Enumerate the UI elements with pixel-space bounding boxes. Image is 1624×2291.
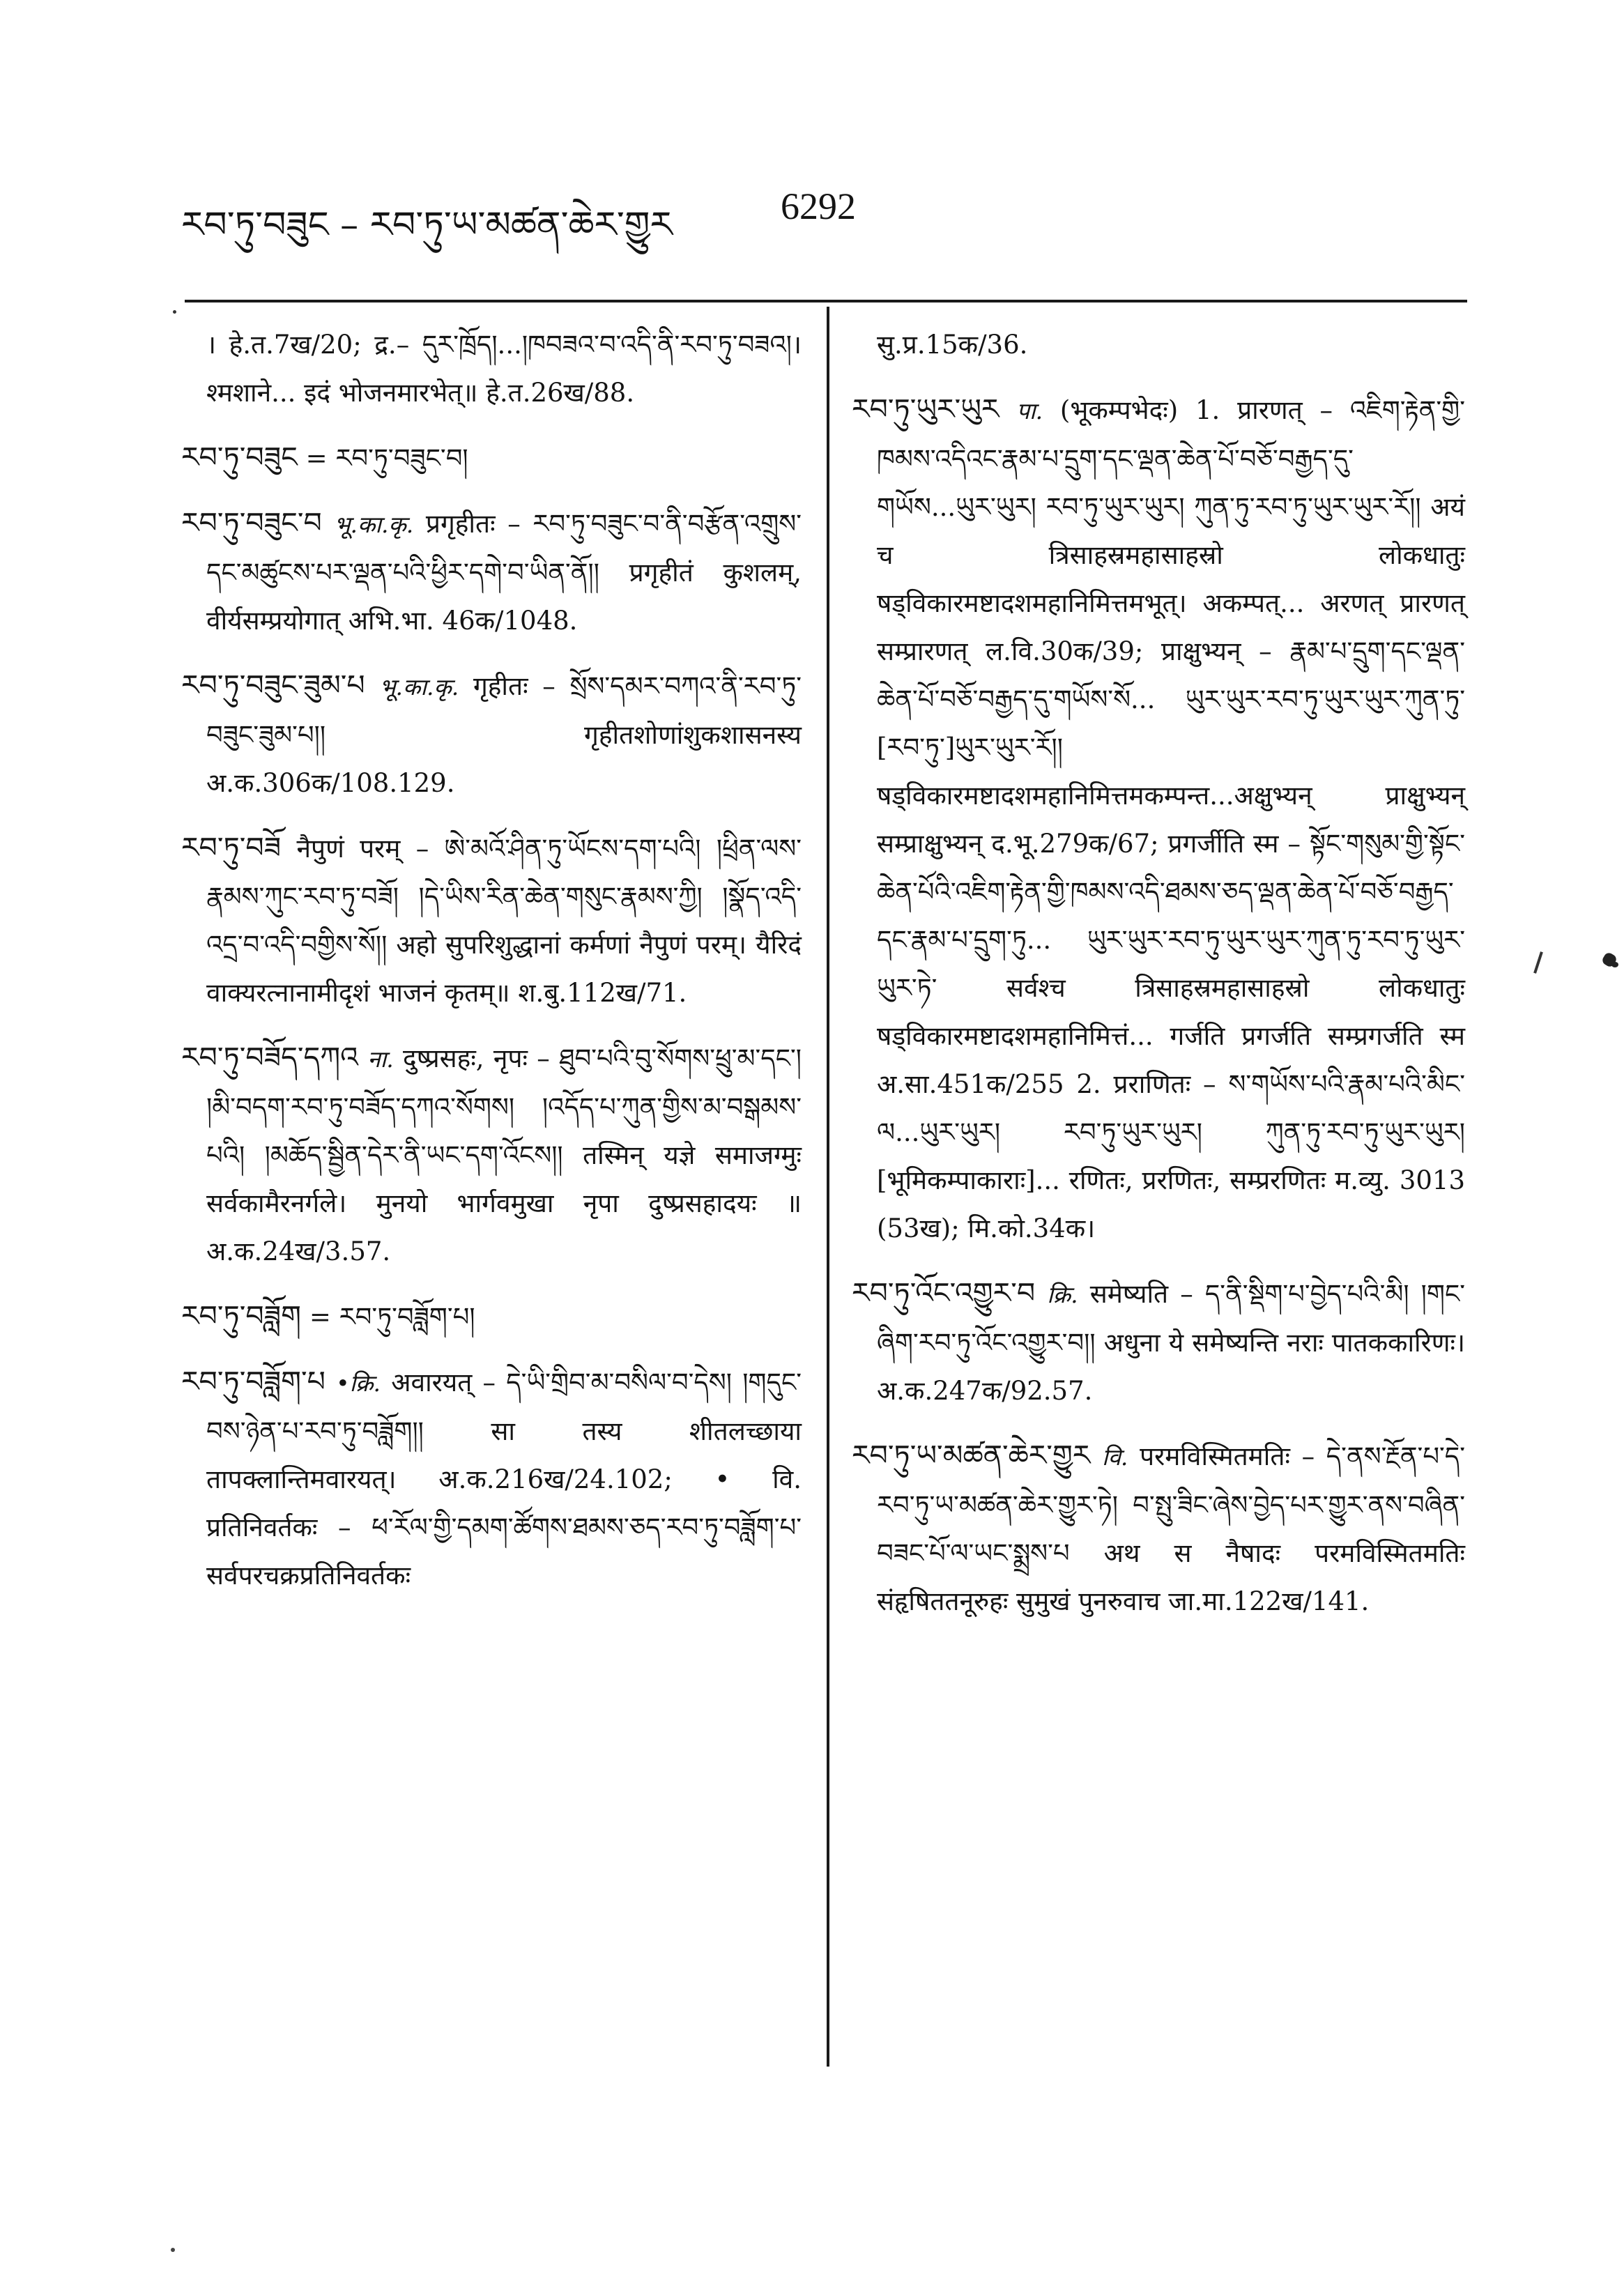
entry-body: परमविस्मितमतिः – དེ་ནས་རྔོན་པ་དེ་རབ་ཏུ་ཡ་མཚན་ཆེར་གྱུར་ཏེ། བ་སྤུ་ཟིང་ཞེས་བྱེད་པར་གྱུར་ནས་བཞིན་བཟང་པོ་ལ་ཡང་སྨྲས་པ अथ स नैषादः परमविस्मितमतिः संहृषिततनूरुहः सुमुखं पुनरुवाच जा.मा.122ख/141.	[877, 1441, 1465, 1616]
grammar-label: वि.	[1102, 1443, 1128, 1471]
headword: རབ་ཏུ་ཡ་མཚན་ཆེར་གྱུར	[852, 1439, 1091, 1472]
headword: རབ་ཏུ་འོང་འགྱུར་བ	[852, 1276, 1036, 1310]
dictionary-entry	[181, 499, 802, 645]
entry-text: । हे.त.7ख/20; द्र.– དུར་ཁྲོད།...།ཁབཟའ་བ་འདི་ནི་རབ་ཏུ་བཟའ།। श्मशाने... इदं भोजनमारभेत्॥ हे.त.26ख/88.	[206, 330, 802, 408]
ink-blot	[1611, 962, 1618, 967]
grammar-label: •क्रि.	[336, 1370, 381, 1397]
headword: རབ་ཏུ་ཡུར་ཡུར	[852, 392, 999, 426]
entry-body: = རབ་ཏུ་བཟུང་བ།	[305, 443, 468, 473]
headword: རབ་ཏུ་བཟོ	[181, 831, 282, 864]
rule-speck	[173, 310, 176, 314]
page-number: 6292	[781, 185, 856, 227]
column-divider	[827, 307, 829, 2067]
dictionary-entry	[181, 661, 802, 807]
headword: རབ་ཏུ་བཟོད་དཀའ	[181, 1041, 358, 1074]
right-column	[852, 321, 1465, 1642]
dictionary-entry	[181, 824, 802, 1017]
entry-body: दुष्प्रसहः, नृपः – ཐུབ་པའི་བུ་སོགས་ཕྲུ་མ་དང་། །མི་བདག་རབ་ཏུ་བཟོད་དཀའ་སོགས། །འདོད་པ་ཀུན་གྱིས་མ་བསྒམས་པའི། །མཆོད་སྦྱིན་དེར་ནི་ཡང་དག་འོངས།། तस्मिन् यज्ञे समाजग्मुः सर्वकामैरनर्गले। मुनयो भार्गवमुखा नृपा दुष्प्रसहादयः ॥ अ.क.24ख/3.57.	[206, 1043, 802, 1266]
continued-entry	[181, 321, 802, 417]
scan-speck	[171, 2248, 175, 2252]
grammar-label: ना.	[367, 1045, 394, 1073]
entry-body: = རབ་ཏུ་བཟློག་པ།	[309, 1302, 475, 1332]
headword: རབ་ཏུ་བཟུང་བ	[181, 506, 322, 539]
grammar-label: भू.का.कृ.	[334, 511, 414, 538]
headword: རབ་ཏུ་བཟློག	[181, 1299, 302, 1333]
scan-mark	[1533, 951, 1543, 974]
left-column	[181, 321, 802, 1616]
entry-body: प्रगृहीतः – རབ་ཏུ་བཟུང་བ་ནི་བརྩོན་འགྲུས་དང་མཚུངས་པར་ལྡན་པའི་ཕྱིར་དགེ་བ་ཡིན་ནོ།། प्रगृहीतं कुशलम्, वीर्यसम्प्रयोगात् अभि.भा. 46क/1048.	[206, 509, 802, 636]
dictionary-entry	[181, 1358, 802, 1600]
continued-entry	[852, 321, 1465, 369]
running-header	[181, 178, 1464, 261]
dictionary-entry	[852, 1432, 1465, 1625]
headword: རབ་ཏུ་བཟློག་པ	[181, 1365, 325, 1398]
entry-body: नैपुणं परम् – ཨེ་མའོ་ཤིན་ཏུ་ཡོངས་དག་པའི། །ཕྲིན་ལས་རྣམས་ཀུང་རབ་ཏུ་བཟོ། །དེ་ཡིས་རིན་ཆེན་གསུང་རྣམས་ཀྱི། །སྣོད་འདི་འདྲ་བ་འདི་བགྱིས་སོ།། अहो सुपरिशुद्धानां कर्मणां नैपुणं परम्। यैरिदं वाक्यरत्नानामीदृशं भाजनं कृतम्॥ श.बु.112ख/71.	[206, 834, 802, 1008]
entry-body: गृहीतः – སྲོས་དམར་བཀའ་ནི་རབ་ཏུ་བཟུང་ཟུམ་པ།། गृहीतशोणांशुकशासनस्य अ.क.306क/108.129.	[206, 671, 802, 798]
entry-body: अवारयत् – དེ་ཡི་གྲིབ་མ་བསིལ་བ་དེས། །གདུང་བས་ཉེན་པ་རབ་ཏུ་བཟློག།། सा तस्य शीतलच्छाया तापक्लान्तिमवारयत्। अ.क.216ख/24.102; • वि. प्रतिनिवर्तकः – ཕ་རོལ་གྱི་དམག་ཚོགས་ཐམས་ཅད་རབ་ཏུ་བཟློག་པ་ सर्वपरचक्रप्रतिनिवर्तकः	[206, 1367, 802, 1591]
grammar-label: पा.	[1016, 397, 1043, 424]
dictionary-entry	[181, 1034, 802, 1275]
grammar-label: क्रि.	[1047, 1281, 1078, 1308]
dictionary-entry	[181, 1292, 802, 1341]
grammar-label: भू.का.कृ.	[379, 673, 459, 700]
headword: རབ་ཏུ་བཟུང་ཟུམ་པ	[181, 668, 365, 702]
entry-body: समेष्यति – ད་ནི་སྡིག་པ་བྱེད་པའི་མི། །གང་ཞིག་རབ་ཏུ་འོང་འགྱུར་བ།། अधुना ये समेष्यन्ति नराः पातककारिणः। अ.क.247क/92.57.	[877, 1279, 1466, 1406]
entry-text: सु.प्र.15क/36.	[877, 330, 1028, 360]
headword: རབ་ཏུ་བཟུང	[181, 440, 298, 474]
entry-body: (भूकम्पभेदः) 1. प्रारणत् – འཇིག་རྟེན་གྱི་ཁམས་འདིའང་རྣམ་པ་དྲུག་དང་ལྡན་ཆེན་པོ་བཅོ་བརྒྱད་དུ་གཡོས...ཡུར་ཡུར། རབ་ཏུ་ཡུར་ཡུར། ཀུན་ཏུ་རབ་ཏུ་ཡུར་ཡུར་རོ།། अयं च त्रिसाहस्रमहासाहस्रो लोकधातुः षड्विकारमष्टादशमहानिमित्तमभूत्। अकम्पत्... अरणत् प्रारणत् सम्प्रारणत् ल.वि.30क/39; प्राक्षुभ्यन् – རྣམ་པ་དྲུག་དང་ལྡན་ཆེན་པོ་བཅོ་བརྒྱད་དུ་གཡོས་སོ... ཡུར་ཡུར་རབ་ཏུ་ཡུར་ཡུར་ཀུན་ཏུ་[རབ་ཏུ་]ཡུར་ཡུར་རོ།། षड्विकारमष्टादशमहानिमित्तमकम्पन्त...अक्षुभ्यन् प्राक्षुभ्यन् सम्प्राक्षुभ्यन् द.भू.279क/67; प्रगर्जीति स्म – སྟོང་གསུམ་གྱི་སྟོང་ཆེན་པོའི་འཇིག་རྟེན་གྱི་ཁམས་འདི་ཐམས་ཅད་ལྡན་ཆེན་པོ་བཅོ་བརྒྱད་དང་རྣམ་པ་དྲུག་ཏུ... ཡུར་ཡུར་རབ་ཏུ་ཡུར་ཡུར་ཀུན་ཏུ་རབ་ཏུ་ཡུར་ཡུར་ཏེ་ सर्वश्च त्रिसाहस्रमहासाहस्रो लोकधातुः षड्विकारमष्टादशमहानिमित्तं... गर्जति प्रगर्जति सम्प्रगर्जति स्म अ.सा.451क/255 2. प्रराणितः – ས་གཡོས་པའི་རྣམ་པའི་མིང་ལ...ཡུར་ཡུར། རབ་ཏུ་ཡུར་ཡུར། ཀུན་ཏུ་རབ་ཏུ་ཡུར་ཡུར། [भूमिकम्पाकाराः]... रणितः, प्ररणितः, सम्प्ररणितः म.व्यु. 3013 (53ख); मि.को.34क।	[877, 395, 1465, 1243]
dictionary-entry	[852, 1269, 1465, 1415]
dictionary-entry	[181, 434, 802, 482]
header-rule	[185, 300, 1467, 302]
dictionary-entry	[852, 385, 1465, 1252]
running-title: རབ་ཏུ་བཟུང – རབ་ཏུ་ཡ་མཚན་ཆེར་གྱུར	[181, 204, 673, 246]
